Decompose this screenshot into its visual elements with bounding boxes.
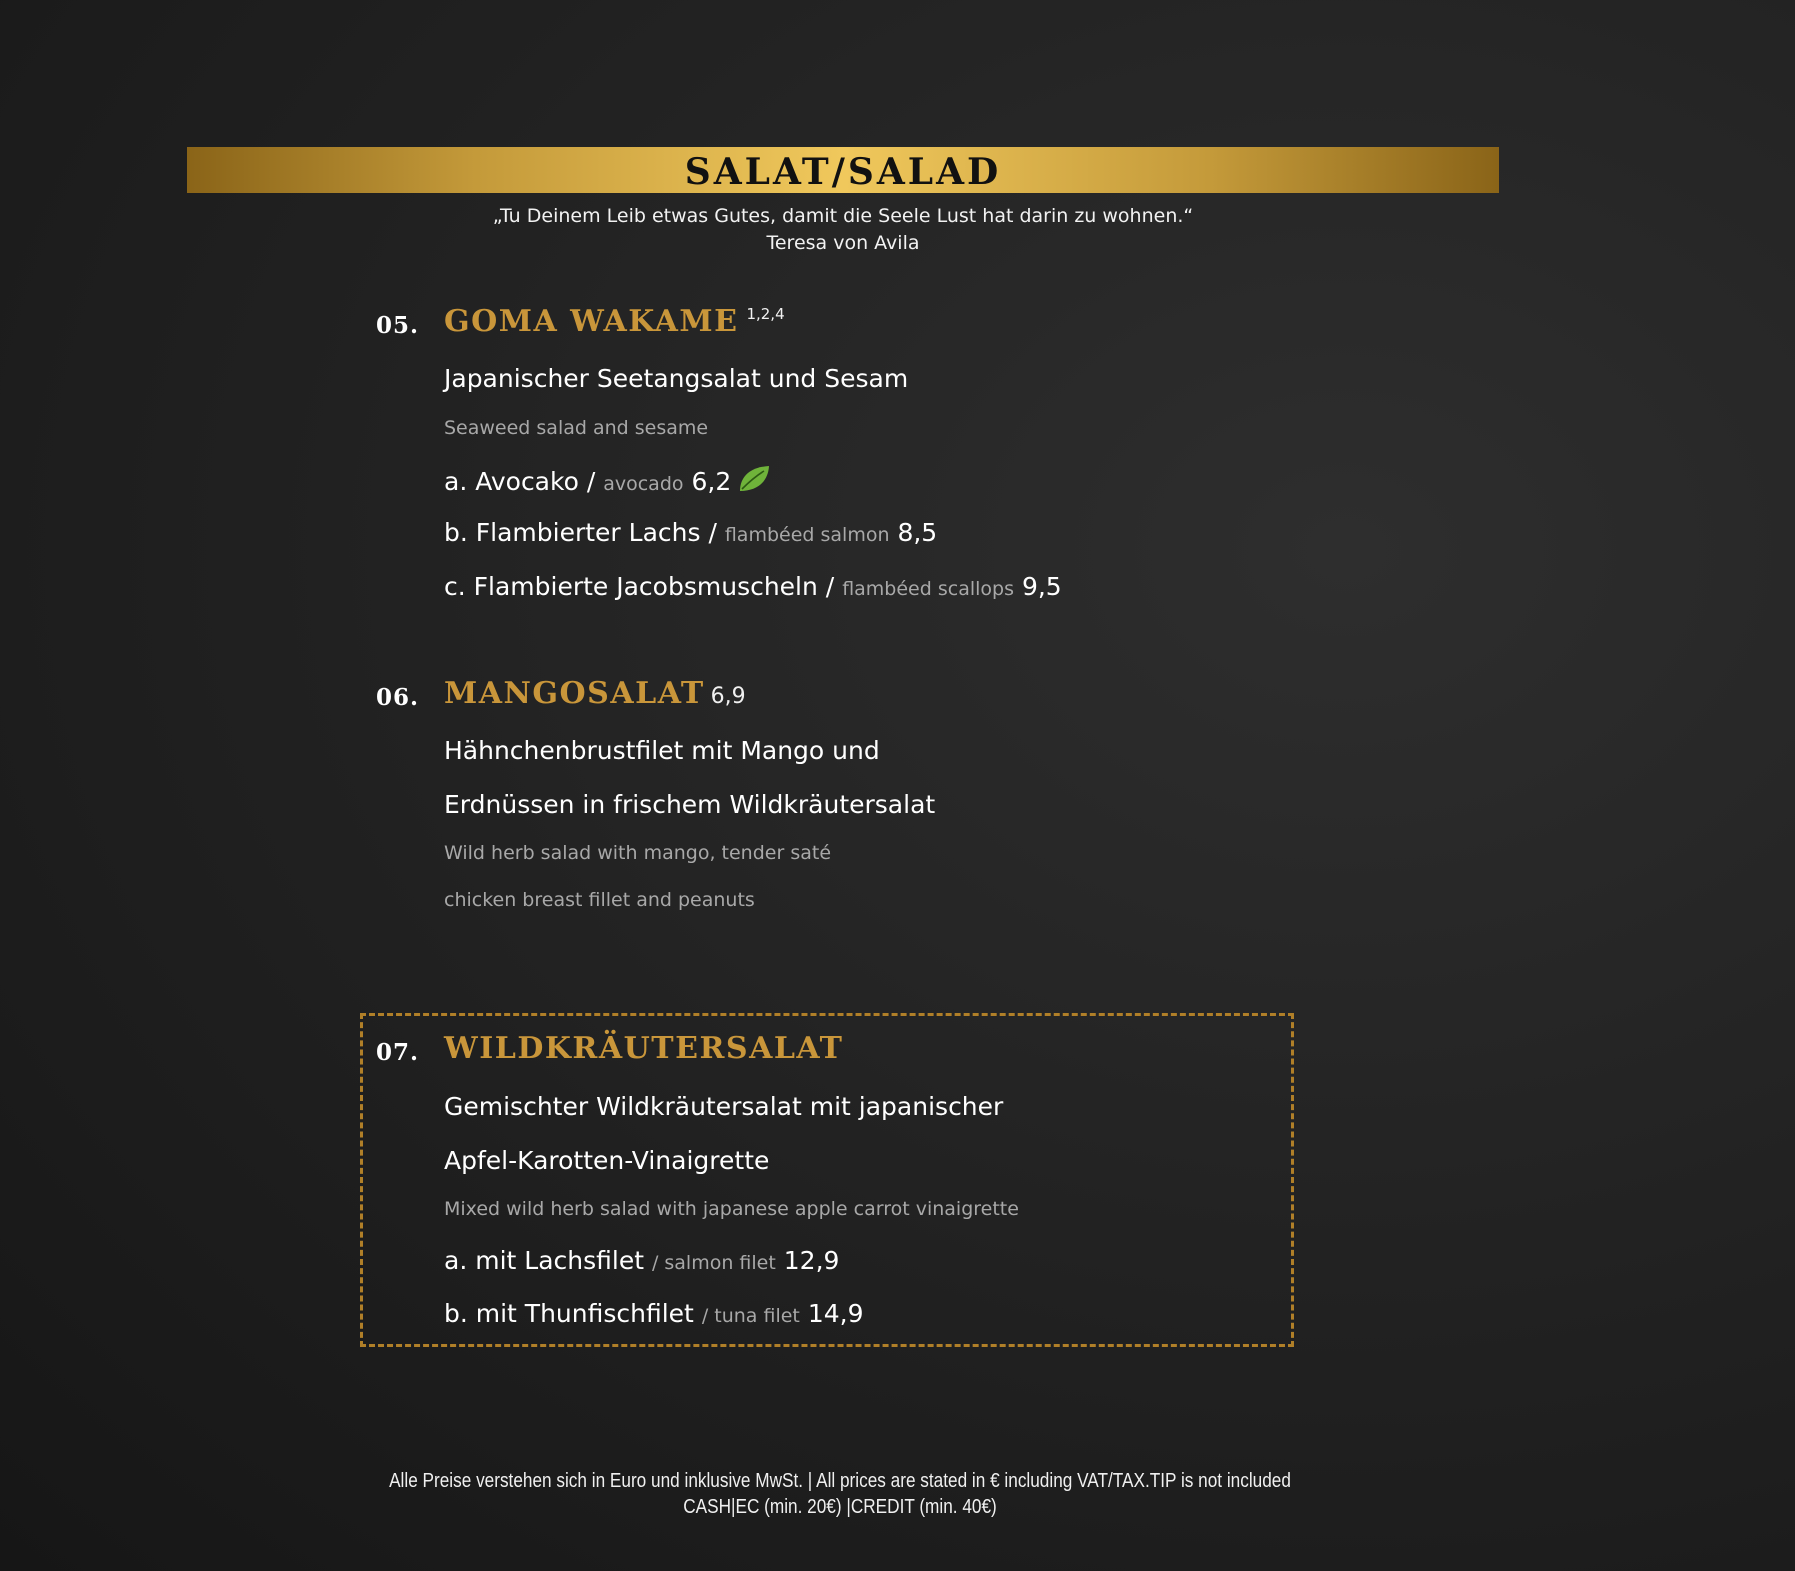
variant-item: [444, 464, 771, 500]
variant-price: 8,5: [897, 518, 938, 547]
variant-label: a. mit Lachsfilet: [444, 1246, 644, 1275]
variant-label-en: flambéed salmon: [724, 524, 890, 546]
description-de: Hähnchenbrustfilet mit Mango und: [444, 736, 880, 765]
variant-price: 6,2: [691, 467, 732, 496]
variant-label: c. Flambierte Jacobsmuscheln /: [444, 572, 835, 601]
quote-text: „Tu Deinem Leib etwas Gutes, damit die Seele Lust hat darin zu wohnen.“: [492, 205, 1194, 227]
variant-price: 9,5: [1021, 572, 1062, 601]
dish-title: [444, 676, 746, 711]
section-header-bar: [187, 147, 1499, 193]
dish-price: 6,9: [710, 684, 746, 709]
description-en: Seaweed salad and sesame: [444, 417, 709, 439]
description-en: chicken breast fillet and peanuts: [444, 889, 755, 911]
quote-author: Teresa von Avila: [766, 232, 920, 254]
quote: [187, 203, 1499, 257]
dish-number: 07.: [376, 1039, 420, 1066]
variant-label-en: avocado: [603, 473, 684, 495]
description-de: Japanischer Seetangsalat und Sesam: [444, 364, 909, 393]
description-de: Erdnüssen in frischem Wildkräutersalat: [444, 790, 936, 819]
dish-title: WILDKRÄUTERSALAT: [444, 1031, 844, 1066]
description-de: Apfel-Karotten-Vinaigrette: [444, 1146, 770, 1175]
leaf-icon: [737, 464, 771, 500]
variant-label-en: / salmon filet: [651, 1252, 776, 1274]
dish-title-text: GOMA WAKAME: [444, 304, 739, 339]
allergen-codes: 1,2,4: [746, 305, 785, 323]
variant-item: [444, 1299, 863, 1328]
section-title: SALAT/SALAD: [684, 151, 1002, 193]
variant-price: 14,9: [807, 1299, 864, 1328]
footer-note: [118, 1468, 1563, 1520]
variant-label: b. Flambierter Lachs /: [444, 518, 717, 547]
variant-label: a. Avocako /: [444, 467, 596, 496]
dish-title-text: MANGOSALAT: [444, 676, 705, 711]
variant-label-en: / tuna filet: [701, 1305, 800, 1327]
footer-line-prices: Alle Preise verstehen sich in Euro und inklusive MwSt. | All prices are stated in € including VAT/TAX.TIP is not included: [389, 1470, 1291, 1492]
variant-price: 12,9: [783, 1246, 840, 1275]
variant-label: b. mit Thunfischfilet: [444, 1299, 694, 1328]
footer-line-payment: CASH|EC (min. 20€) |CREDIT (min. 40€): [683, 1496, 997, 1518]
dish-number: 05.: [376, 312, 420, 339]
variant-item: [444, 518, 937, 547]
variant-item: [444, 572, 1062, 601]
description-en: Wild herb salad with mango, tender saté: [444, 842, 832, 864]
variant-label-en: flambéed scallops: [842, 578, 1014, 600]
dish-title: [444, 304, 785, 339]
description-en: Mixed wild herb salad with japanese apple carrot vinaigrette: [444, 1198, 1019, 1220]
dish-number: 06.: [376, 684, 420, 711]
description-de: Gemischter Wildkräutersalat mit japanischer: [444, 1092, 1004, 1121]
variant-item: [444, 1246, 839, 1275]
